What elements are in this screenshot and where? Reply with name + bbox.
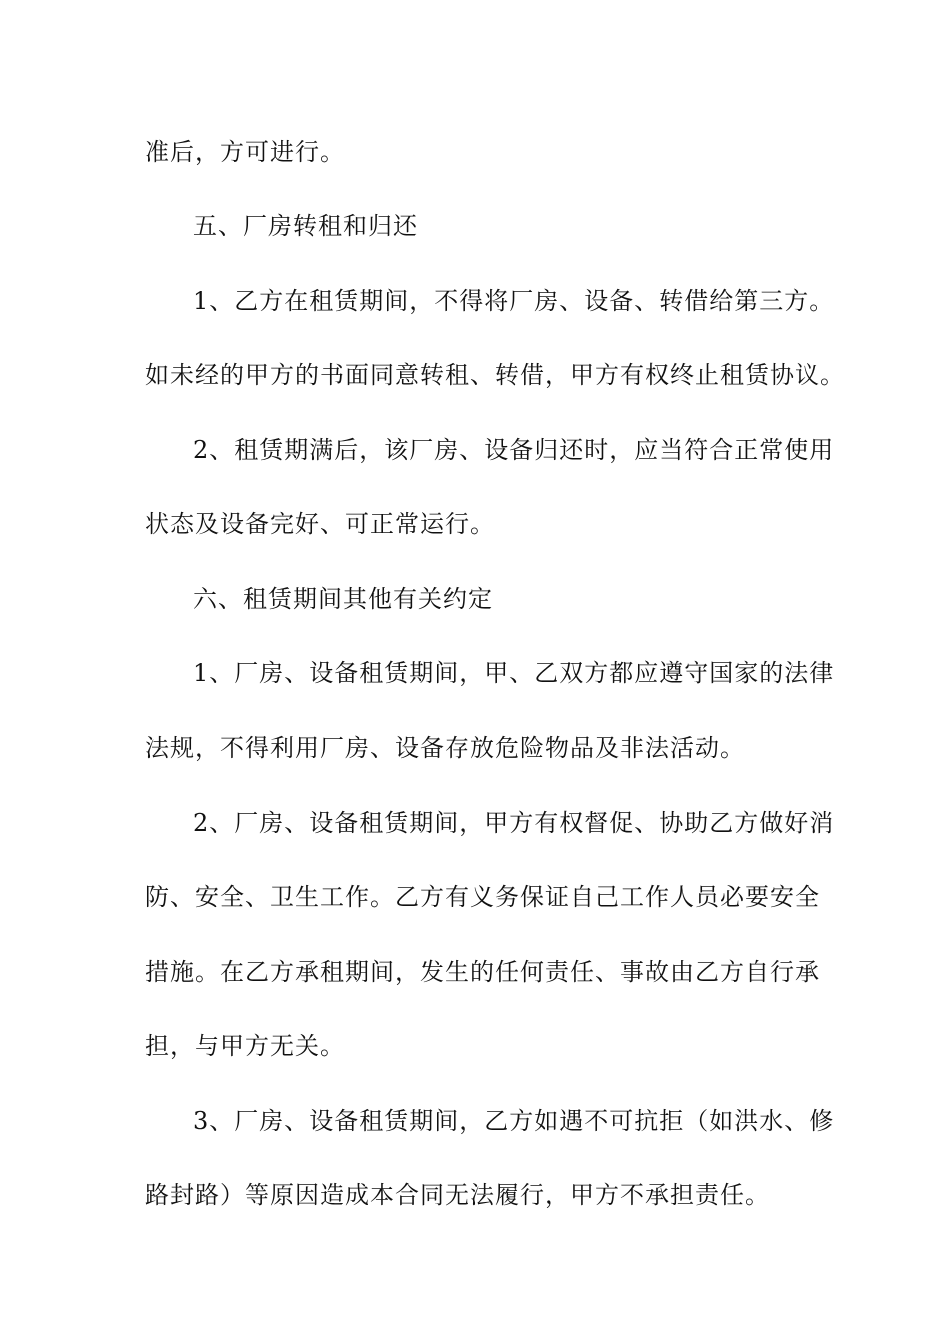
text-line: 路封路）等原因造成本合同无法履行，甲方不承担责任。 (145, 1181, 770, 1209)
text-line: 3、厂房、设备租赁期间，乙方如遇不可抗拒（如洪水、修 (193, 1107, 835, 1135)
text-line: 如未经的甲方的书面同意转租、转借，甲方有权终止租赁协议。 (145, 361, 845, 389)
text-line: 措施。在乙方承租期间，发生的任何责任、事故由乙方自行承 (145, 958, 820, 986)
section-heading: 六、租赁期间其他有关约定 (193, 585, 493, 613)
text-line: 状态及设备完好、可正常运行。 (145, 510, 495, 538)
text-line: 担，与甲方无关。 (145, 1032, 345, 1060)
text-line: 法规，不得利用厂房、设备存放危险物品及非法活动。 (145, 734, 745, 762)
text-line: 1、乙方在租赁期间，不得将厂房、设备、转借给第三方。 (193, 287, 835, 315)
text-line: 防、安全、卫生工作。乙方有义务保证自己工作人员必要安全 (145, 883, 820, 911)
text-line: 2、租赁期满后，该厂房、设备归还时，应当符合正常使用 (193, 436, 835, 464)
text-line: 准后，方可进行。 (145, 138, 345, 166)
text-line: 1、厂房、设备租赁期间，甲、乙双方都应遵守国家的法律 (193, 659, 835, 687)
text-line: 2、厂房、设备租赁期间，甲方有权督促、协助乙方做好消 (193, 809, 835, 837)
section-heading: 五、厂房转租和归还 (193, 212, 418, 240)
